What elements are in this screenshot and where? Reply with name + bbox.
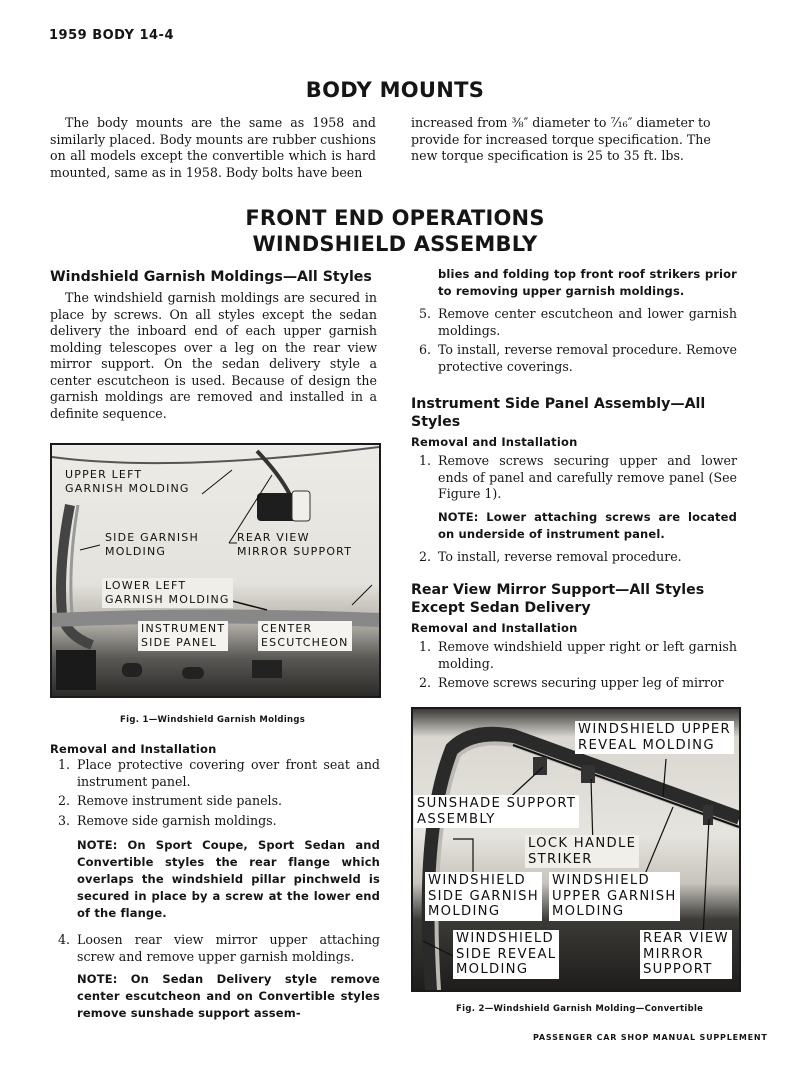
garnish-removal-steps [50,757,380,829]
step-1 [411,453,737,503]
windshield-assembly-title: WINDSHIELD ASSEMBLY [252,232,538,256]
step-text: Loosen rear view mirror upper attaching screw and remove upper garnish moldings. [77,932,380,964]
callout-line: SIDE PANEL [141,636,217,649]
step-3 [50,813,380,830]
instrument-panel-heading: Instrument Side Panel Assembly—All Styles [411,396,706,430]
figure-2-image [411,707,741,992]
callout-side-garnish [102,530,202,560]
callout-line: GARNISH MOLDING [105,593,230,606]
garnish-moldings-heading: Windshield Garnish Moldings—All Styles [50,269,372,285]
garnish-removal-steps-final [411,306,737,375]
body-mounts-right-column [411,115,737,165]
callout-line: LOCK HANDLE [528,836,637,851]
note-step-4-part-1: NOTE: On Sedan Delivery style remove center escutcheon and on Convertible styles remove sunshade support assem- [77,972,380,1020]
step-text: Place protective covering over front seat and instrument panel. [77,757,380,789]
right-column [411,266,737,695]
note-step-4-part-2: blies and folding top front roof strikers prior to removing upper garnish moldings. [438,267,737,298]
mirror-support-heading: Rear View Mirror Support—All Styles Except Sedan Delivery [411,582,705,616]
callout-line: LOWER LEFT [105,579,187,592]
garnish-removal-subheading: Removal and Installation [50,742,217,756]
step-number: 2. [419,675,432,690]
step-text: Remove screws securing upper leg of mirror [438,675,724,690]
callout-line: MOLDING [428,904,501,919]
step-1 [50,757,380,790]
callout-line: ASSEMBLY [417,811,496,827]
step-4 [50,932,380,965]
step-text: To install, reverse removal procedure. [438,548,682,564]
callout-line: MOLDING [552,904,625,919]
instrument-panel-note: NOTE: Lower attaching screws are located on underside of instrument panel. [438,509,737,541]
callout-line: WINDSHIELD [552,873,650,888]
callout-line: INSTRUMENT [141,622,226,635]
callout-line: REAR VIEW [237,531,310,544]
callout-upper-reveal-molding [575,721,734,754]
callout-line: MIRROR SUPPORT [237,545,353,558]
callout-line: MOLDING [456,962,529,977]
garnish-intro-text: The windshield garnish moldings are secured in place by screws. On all styles except the sedan delivery the inboard end of each upper garnish molding telescopes over a leg on the rear view mirror support. On the sedan delivery style a center escutcheon is used. Because of design the garnish moldings are removed and installed in a definite sequence. [50,290,377,421]
garnish-removal-steps-cont [50,932,380,965]
page-header: 1959 BODY 14-4 [49,28,174,43]
callout-sunshade-support [414,795,579,828]
callout-side-reveal-molding [453,930,559,979]
step-number: 4. [58,932,71,947]
step-2 [50,793,380,810]
garnish-intro [50,290,377,422]
body-mounts-paragraph-left: The body mounts are the same as 1958 and similarly placed. Body mounts are rubber cushions on all models except the convertible which is hard mounted, same as in 1958. Body bolts have been [50,115,376,180]
callout-line: STRIKER [528,851,593,867]
step-number: 1. [58,757,71,772]
figure-1-image [50,443,381,698]
callout-upper-left-garnish [62,467,193,497]
callout-line: SUPPORT [643,962,713,977]
instrument-panel-subheading: Removal and Installation [411,435,578,449]
callout-line: WINDSHIELD [456,931,554,946]
step-text: To install, reverse removal procedure. Remove protective coverings. [438,342,737,374]
mirror-support-steps [411,639,737,692]
step-1 [411,639,737,672]
callout-instrument-side-panel [138,621,228,651]
step-text: Remove windshield upper right or left garnish molding. [438,639,737,671]
body-mounts-title: BODY MOUNTS [305,78,485,102]
figure-1-caption: Fig. 1—Windshield Garnish Moldings [120,715,306,725]
step-number: 6. [419,342,432,357]
callout-rear-view-mirror-support [234,530,355,560]
callout-line: MOLDING [105,545,167,558]
body-mounts-left-column [50,115,376,181]
callout-line: UPPER LEFT [65,468,143,481]
instrument-panel-steps-cont [411,549,737,566]
step-6 [411,342,737,375]
step-number: 1. [419,453,432,468]
mirror-support-subheading: Removal and Installation [411,621,578,635]
callout-upper-garnish-molding [549,872,680,921]
front-end-title: FRONT END OPERATIONS [245,206,545,230]
page-footer: PASSENGER CAR SHOP MANUAL SUPPLEMENT [533,1033,768,1042]
body-mounts-paragraph-right: increased from ⅜″ diameter to ⁷⁄₁₆″ diameter to provide for increased torque specification. The new torque specification is 25 to 35 ft. lbs. [411,115,711,163]
step-2 [411,549,737,566]
callout-line: ESCUTCHEON [261,636,349,649]
step-2 [411,675,737,692]
callout-rear-view-mirror-support [640,930,732,979]
callout-lower-left-garnish [102,578,233,608]
callout-line: SUNSHADE SUPPORT [417,796,577,811]
step-text: Remove side garnish moldings. [77,812,277,828]
callout-lock-handle-striker [525,835,639,868]
step-text: Remove screws securing upper and lower ends of panel and carefully remove panel (See Figure 1). [438,453,737,501]
callout-line: CENTER [261,622,313,635]
step-text: Remove instrument side panels. [77,793,283,808]
callout-line: SIDE GARNISH [105,531,199,544]
callout-line: GARNISH MOLDING [65,482,190,495]
left-column-top [50,268,377,422]
step-number: 2. [58,793,71,808]
callout-line: WINDSHIELD [428,873,526,888]
garnish-removal-section [50,741,380,1028]
callout-line: SIDE REVEAL [456,946,557,962]
instrument-panel-steps [411,453,737,503]
step-5 [411,306,737,339]
callout-line: REVEAL MOLDING [578,737,715,753]
callout-line: REAR VIEW [643,931,729,946]
figure-2-caption: Fig. 2—Windshield Garnish Molding—Convertible [456,1004,704,1014]
callout-line: UPPER GARNISH [552,888,677,904]
callout-line: SIDE GARNISH [428,888,539,904]
step-number: 1. [419,639,432,654]
note-step-3: NOTE: On Sport Coupe, Sport Sedan and Convertible styles the rear flange which overlaps the windshield pillar pinchweld is secured in place by a screw at the lower end of the flange. [77,838,380,920]
callout-side-garnish-molding [425,872,542,921]
step-number: 2. [419,548,432,564]
callout-center-escutcheon [258,621,352,651]
step-number: 3. [58,812,71,828]
callout-line: WINDSHIELD UPPER [578,722,732,737]
step-number: 5. [419,306,432,321]
callout-line: MIRROR [643,946,704,962]
step-text: Remove center escutcheon and lower garnish moldings. [438,306,737,338]
